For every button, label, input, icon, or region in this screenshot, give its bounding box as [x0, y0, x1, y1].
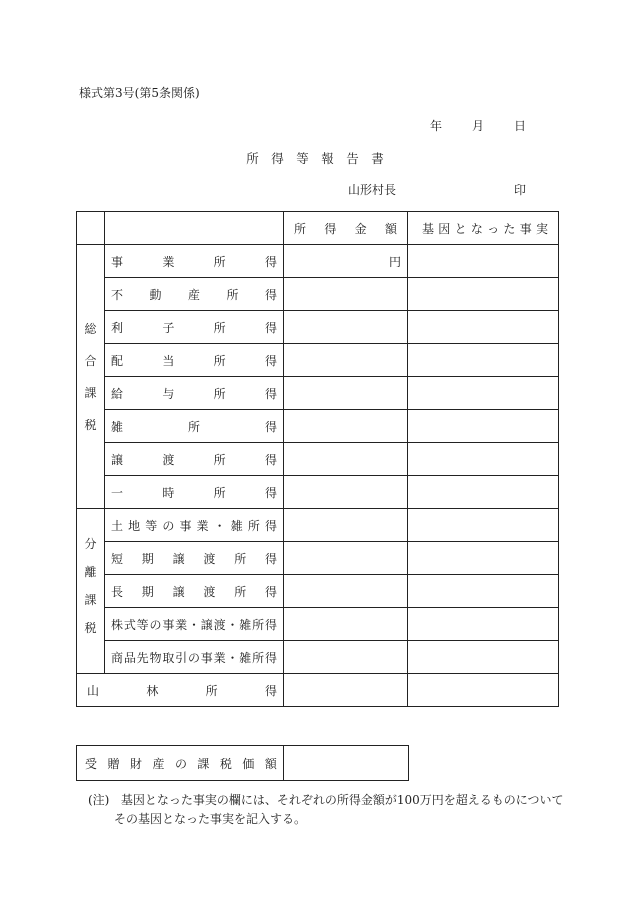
label-char: 雑: [230, 518, 243, 533]
label-char: 所: [252, 617, 265, 632]
date-line: [430, 117, 526, 134]
label-char: ・: [226, 617, 239, 632]
label-char: 所: [234, 551, 247, 566]
amount-header-text: [284, 220, 407, 237]
label-char: 所: [294, 221, 307, 236]
label-char: 財: [129, 756, 142, 771]
label-char: 得: [264, 617, 277, 632]
label-char: 産: [152, 756, 165, 771]
amount-cell[interactable]: [284, 377, 408, 410]
table-row: [77, 311, 559, 344]
group-label-separate: [77, 509, 105, 674]
row-label-text: [111, 484, 277, 501]
label-char: 得: [264, 452, 277, 467]
row-label: [105, 311, 284, 344]
label-char: 得: [264, 254, 277, 269]
label-char: 渡: [203, 551, 216, 566]
table-row: [77, 674, 559, 707]
label-char: 所: [234, 584, 247, 599]
reason-cell[interactable]: [408, 509, 559, 542]
reason-header: [408, 212, 559, 245]
label-char: 等: [145, 518, 158, 533]
label-char: 雑: [239, 617, 252, 632]
amount-cell[interactable]: [284, 509, 408, 542]
reason-cell[interactable]: [408, 542, 559, 575]
label-char: 得: [264, 320, 277, 335]
row-label-text: [111, 286, 277, 303]
label-char: 得: [264, 518, 277, 533]
label-char: 因: [438, 221, 451, 236]
label-char: 長: [111, 584, 124, 599]
reason-cell[interactable]: [408, 641, 559, 674]
group-label-char: 課: [84, 385, 97, 400]
reason-cell[interactable]: [408, 344, 559, 377]
label-char: 土: [111, 518, 124, 533]
row-label: [105, 542, 284, 575]
label-char: 雑: [239, 650, 252, 665]
table-row: [77, 641, 559, 674]
group-label-char: 離: [84, 565, 97, 579]
label-char: 得: [264, 386, 277, 401]
row-label: [105, 245, 284, 278]
row-label: [105, 575, 284, 608]
row-label-text: [111, 319, 277, 336]
label-char: 価: [242, 756, 255, 771]
label-char: 譲: [111, 452, 124, 467]
label-char: 所: [213, 320, 226, 335]
label-char: な: [470, 221, 483, 236]
table-row: [77, 542, 559, 575]
label-char: 時: [162, 485, 175, 500]
label-char: 得: [264, 287, 277, 302]
row-label-text: [111, 451, 277, 468]
row-label-text: [111, 352, 277, 369]
label-char: 得: [264, 584, 277, 599]
label-char: 商: [111, 650, 124, 665]
label-char: 渡: [213, 617, 226, 632]
row-label-text: [111, 253, 277, 270]
row-label-text: [111, 550, 277, 567]
table-row: [77, 575, 559, 608]
label-char: 所: [226, 287, 239, 302]
header-blank-cell: [105, 212, 284, 245]
group-label-char: 税: [84, 417, 97, 432]
label-char: 渡: [203, 584, 216, 599]
label-char: 山: [87, 683, 100, 698]
label-char: 事: [162, 617, 175, 632]
reason-cell[interactable]: [408, 443, 559, 476]
amount-cell[interactable]: [284, 344, 408, 377]
label-char: 金: [354, 221, 367, 236]
amount-cell[interactable]: [284, 542, 408, 575]
addressee: 山形村長: [348, 183, 397, 197]
label-char: 所: [205, 683, 218, 698]
label-char: 雑: [111, 419, 124, 434]
row-label: [105, 344, 284, 377]
label-char: 株: [111, 617, 124, 632]
forest-income-label: [77, 674, 284, 707]
reason-cell[interactable]: [408, 608, 559, 641]
amount-cell[interactable]: [284, 674, 408, 707]
row-label: [105, 641, 284, 674]
label-char: 与: [162, 386, 175, 401]
gift-valuation-table: [76, 745, 409, 781]
amount-cell[interactable]: [284, 476, 408, 509]
table-row: [77, 509, 559, 542]
seal-mark: 印: [514, 183, 527, 197]
label-char: ・: [226, 650, 239, 665]
footnote-line-1: [88, 791, 568, 810]
label-char: 期: [141, 584, 154, 599]
group-label-char: 総: [84, 321, 97, 336]
label-char: 一: [111, 485, 124, 500]
reason-cell[interactable]: [408, 674, 559, 707]
reason-cell[interactable]: [408, 245, 559, 278]
table-row: [77, 608, 559, 641]
amount-cell[interactable]: [284, 311, 408, 344]
reason-cell[interactable]: [408, 575, 559, 608]
footnote-marker: (注): [88, 793, 110, 807]
group-label-char: 課: [84, 593, 97, 607]
table-row: [77, 344, 559, 377]
table-row: [77, 410, 559, 443]
label-char: 得: [264, 551, 277, 566]
row-label-text: [83, 682, 277, 699]
label-char: 業: [213, 650, 226, 665]
label-char: 事: [179, 518, 192, 533]
label-char: 配: [111, 353, 124, 368]
reason-cell[interactable]: [408, 377, 559, 410]
row-label-text: [111, 616, 277, 633]
label-char: 業: [196, 518, 209, 533]
row-label: [105, 377, 284, 410]
label-char: 不: [111, 287, 124, 302]
label-char: 所: [213, 353, 226, 368]
table-row: [77, 746, 409, 781]
label-char: 受: [85, 756, 98, 771]
label-char: 事: [519, 221, 532, 236]
label-char: 子: [162, 320, 175, 335]
label-char: 所: [213, 485, 226, 500]
row-label: [105, 608, 284, 641]
label-char: 動: [149, 287, 162, 302]
gift-valuation-amount-cell[interactable]: [284, 746, 409, 781]
label-char: 事: [111, 254, 124, 269]
label-char: 課: [197, 756, 210, 771]
label-char: 所: [252, 650, 265, 665]
table-row: [77, 278, 559, 311]
amount-cell[interactable]: [284, 278, 408, 311]
table-row: [77, 443, 559, 476]
label-char: 得: [264, 650, 277, 665]
label-char: の: [162, 518, 175, 533]
label-char: 所: [187, 419, 200, 434]
table-row: [77, 476, 559, 509]
label-char: 実: [535, 221, 548, 236]
label-char: た: [503, 221, 516, 236]
group-label-text: [77, 535, 104, 637]
yen-unit: 円: [388, 254, 401, 269]
row-label: [105, 509, 284, 542]
gift-valuation-label: [77, 746, 284, 781]
label-char: 得: [264, 353, 277, 368]
table-row: [77, 377, 559, 410]
label-char: 品: [123, 650, 136, 665]
label-char: 得: [264, 419, 277, 434]
label-char: と: [454, 221, 467, 236]
label-char: 贈: [107, 756, 120, 771]
footnote: [88, 791, 568, 829]
label-char: 得: [264, 683, 277, 698]
footnote-text-1: 基因となった事実の欄には、それぞれの所得金額が100万円を超えるものについて: [120, 793, 564, 807]
label-char: 式: [123, 617, 136, 632]
document-title: 所 得 等 報 告 書: [246, 151, 384, 166]
label-char: 先: [136, 650, 149, 665]
label-char: 額: [264, 756, 277, 771]
group-label-comprehensive: [77, 245, 105, 509]
label-char: 所: [213, 386, 226, 401]
reason-cell[interactable]: [408, 410, 559, 443]
label-char: 短: [111, 551, 124, 566]
label-char: 譲: [172, 551, 185, 566]
row-label-text: [111, 583, 277, 600]
label-char: ・: [187, 617, 200, 632]
income-table: [76, 211, 559, 707]
row-label: [105, 443, 284, 476]
label-char: 当: [162, 353, 175, 368]
label-char: 利: [111, 320, 124, 335]
label-char: 物: [149, 650, 162, 665]
label-char: 期: [141, 551, 154, 566]
label-char: 給: [111, 386, 124, 401]
label-char: ・: [213, 518, 226, 533]
reason-cell[interactable]: [408, 278, 559, 311]
header-blank-cell: [77, 212, 105, 245]
label-char: 得: [324, 221, 337, 236]
reason-cell[interactable]: [408, 476, 559, 509]
label-char: 林: [146, 683, 159, 698]
row-label: [105, 476, 284, 509]
label-char: 渡: [162, 452, 175, 467]
table-row: [77, 245, 559, 278]
row-label-text: [111, 385, 277, 402]
amount-header: [284, 212, 408, 245]
label-char: 税: [219, 756, 232, 771]
label-char: 業: [162, 254, 175, 269]
label-char: 取: [162, 650, 175, 665]
amount-cell[interactable]: [284, 641, 408, 674]
row-label-text: [83, 755, 277, 772]
footnote-line-2: その基因となった事実を記入する。: [114, 812, 307, 826]
month-label: 月: [471, 119, 484, 133]
day-label: 日: [513, 119, 526, 133]
amount-cell[interactable]: [284, 410, 408, 443]
reason-header-text: [408, 220, 558, 237]
label-char: 所: [247, 518, 260, 533]
label-char: 譲: [172, 584, 185, 599]
amount-cell[interactable]: [284, 575, 408, 608]
label-char: 等: [136, 617, 149, 632]
label-char: 産: [187, 287, 200, 302]
label-char: 得: [264, 485, 277, 500]
group-label-char: 合: [84, 353, 97, 368]
label-char: 基: [422, 221, 435, 236]
label-char: 引: [175, 650, 188, 665]
label-char: の: [187, 650, 200, 665]
group-label-text: [77, 313, 104, 441]
row-label: [105, 410, 284, 443]
label-char: 業: [175, 617, 188, 632]
label-char: 譲: [200, 617, 213, 632]
form-label: 様式第3号(第5条関係): [79, 86, 200, 100]
amount-cell[interactable]: [284, 245, 408, 278]
label-char: の: [149, 617, 162, 632]
group-label-char: 税: [84, 621, 97, 635]
row-label-text: [111, 418, 277, 435]
row-label-text: [111, 649, 277, 666]
label-char: 額: [384, 221, 397, 236]
header-row: [77, 212, 559, 245]
amount-cell[interactable]: [284, 443, 408, 476]
label-char: 所: [213, 254, 226, 269]
label-char: の: [174, 756, 187, 771]
label-char: 所: [213, 452, 226, 467]
row-label: [105, 278, 284, 311]
label-char: 地: [128, 518, 141, 533]
year-label: 年: [429, 119, 442, 133]
row-label-text: [111, 517, 277, 534]
amount-cell[interactable]: [284, 608, 408, 641]
label-char: 事: [200, 650, 213, 665]
reason-cell[interactable]: [408, 311, 559, 344]
label-char: っ: [487, 221, 500, 236]
group-label-char: 分: [84, 537, 97, 551]
